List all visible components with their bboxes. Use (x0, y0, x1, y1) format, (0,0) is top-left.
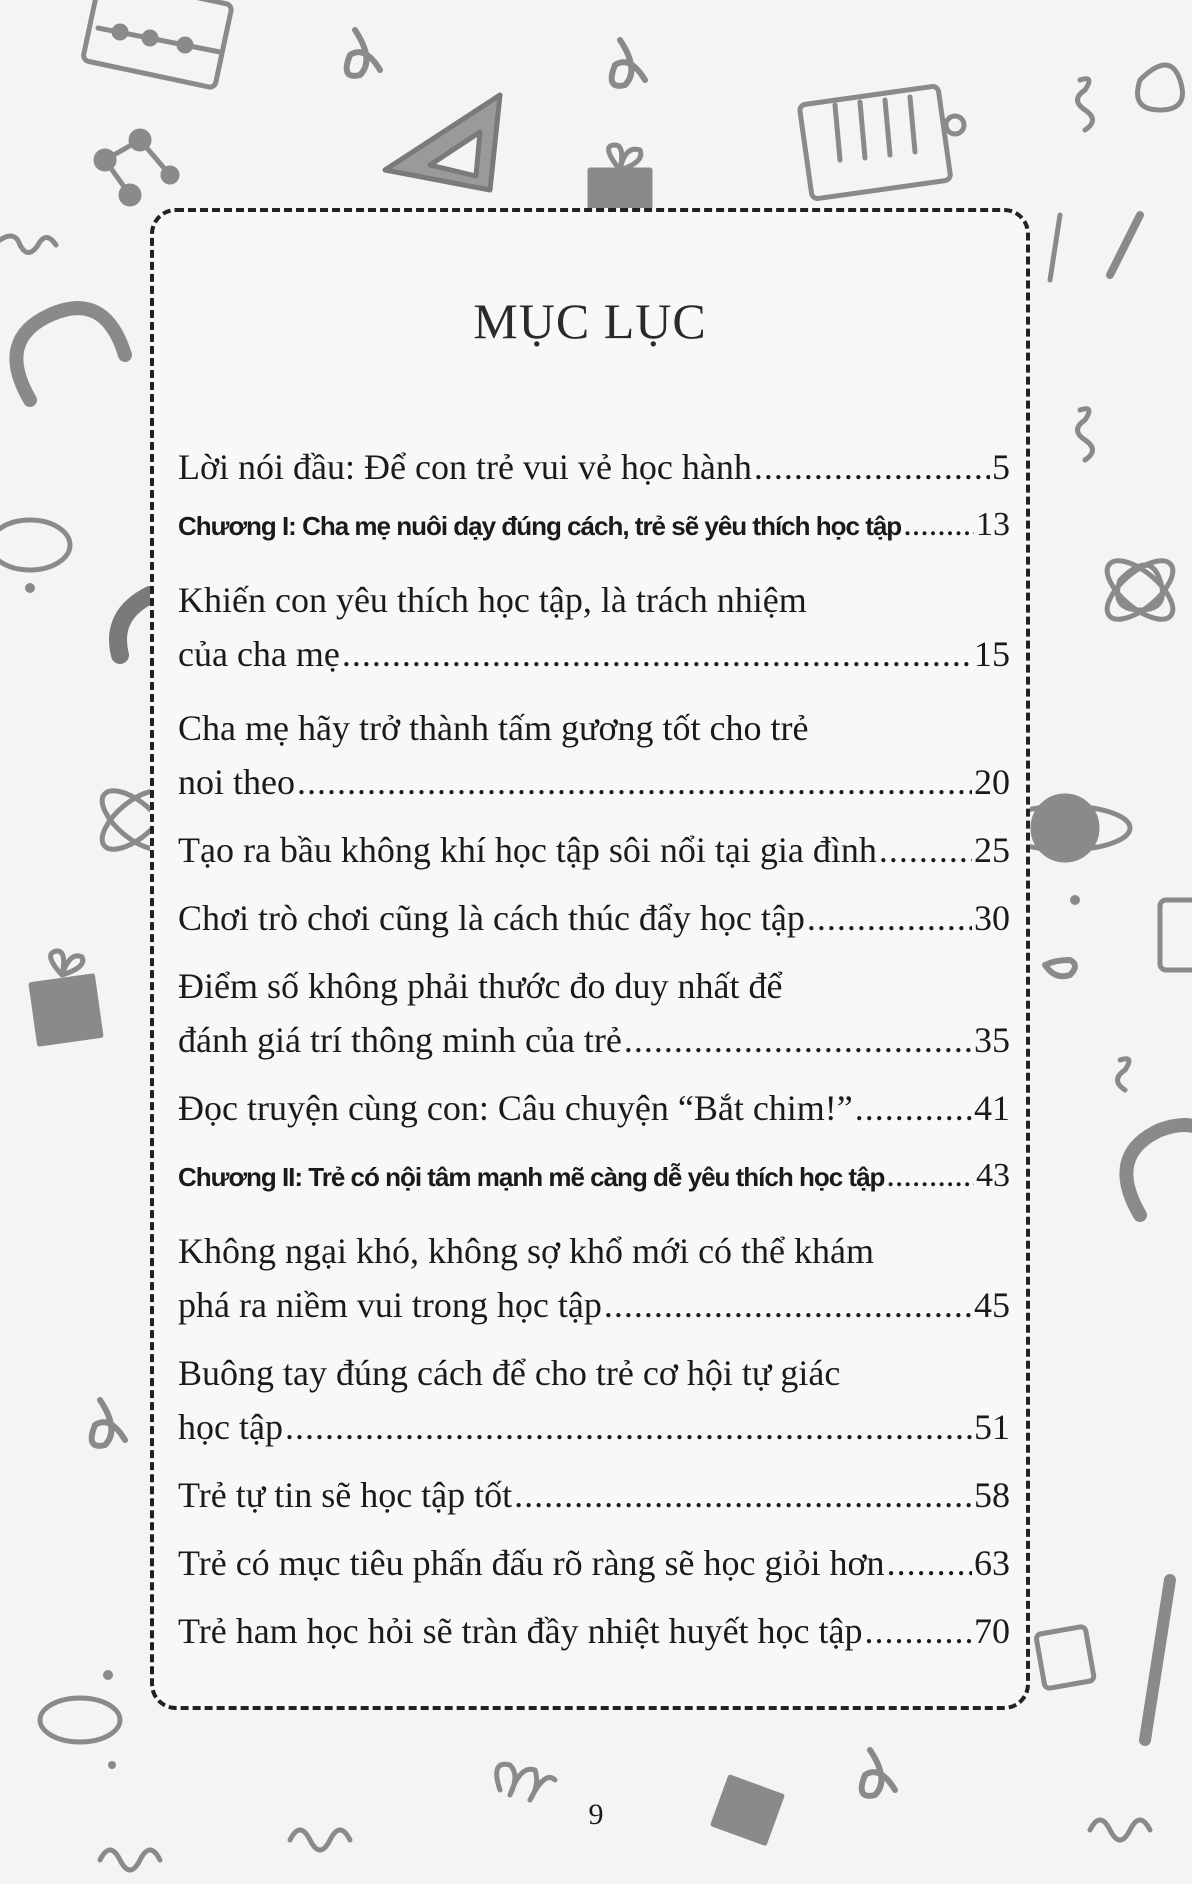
toc-section-entry[interactable] (178, 701, 1010, 809)
toc-entry-page: 45 (974, 1285, 1010, 1325)
toc-entry-title-line: của cha mẹ (178, 634, 340, 674)
molecule-icon (96, 131, 177, 204)
toc-entry-page: 70 (974, 1611, 1010, 1651)
toc-entry-page: 5 (992, 447, 1010, 487)
toc-entry-title-line: Buông tay đúng cách để cho trẻ cơ hội tự giác (178, 1353, 841, 1393)
toc-entry-page: 20 (974, 762, 1010, 802)
toc-entry-title-line: Tạo ra bầu không khí học tập sôi nổi tại gia đình (178, 830, 877, 870)
toc-entry-title-line: Chương I: Cha mẹ nuôi dạy đúng cách, trẻ sẽ yêu thích học tập (178, 511, 902, 541)
dot-leader (514, 1468, 972, 1522)
half-moon-icon (118, 595, 150, 655)
infinity-icon (1118, 65, 1183, 610)
toc-section-entry[interactable] (178, 1468, 1010, 1522)
toc-entry-title-line: noi theo (178, 762, 295, 802)
dot-leader (754, 440, 990, 494)
toc-section-entry[interactable] (178, 573, 1010, 681)
toc-entry-page: 25 (974, 830, 1010, 870)
toc-entry-title-line: Chương II: Trẻ có nội tâm mạnh mẽ càng dễ yêu thích học tập (178, 1162, 885, 1192)
toc-entry-title-line: Khiến con yêu thích học tập, là trách nhiệm (178, 580, 807, 620)
toc-entry-page: 51 (974, 1407, 1010, 1447)
dot-leader (855, 1081, 972, 1135)
dot-leader (624, 1013, 972, 1067)
toc-section-entry[interactable] (178, 440, 1010, 494)
dot-leader (903, 498, 974, 552)
toc-section-entry[interactable] (178, 1346, 1010, 1454)
toc-entry-page: 13 (976, 506, 1010, 543)
toc-entry-title-line: đánh giá trí thông minh của trẻ (178, 1020, 622, 1060)
toc-entry-page: 58 (974, 1475, 1010, 1515)
dot-leader (886, 1149, 974, 1203)
toc-chapter-entry[interactable] (178, 498, 1010, 553)
toc-section-entry[interactable] (178, 959, 1010, 1067)
toc-section-entry[interactable] (178, 823, 1010, 877)
dot-leader (285, 1400, 972, 1454)
dot-leader (807, 891, 972, 945)
toc-chapter-entry[interactable] (178, 1149, 1010, 1204)
dot-leader (604, 1278, 972, 1332)
toc-entry-page: 30 (974, 898, 1010, 938)
toc-entry-title-line: phá ra niềm vui trong học tập (178, 1285, 602, 1325)
dot-leader (879, 823, 972, 877)
toc-section-entry[interactable] (178, 1224, 1010, 1332)
calculator-icon (1036, 900, 1192, 1689)
toc-entry-title-line: Chơi trò chơi cũng là cách thúc đẩy học tập (178, 898, 805, 938)
toc-section-entry[interactable] (178, 1536, 1010, 1590)
dot-leader (865, 1604, 972, 1658)
abacus-icon (83, 0, 233, 88)
page-title: MỤC LỤC (473, 293, 707, 349)
table-of-contents (178, 426, 1010, 1658)
toc-entry-title-line: Không ngại khó, không sợ khổ mới có thể khám (178, 1231, 875, 1271)
toc-section-entry[interactable] (178, 891, 1010, 945)
toc-entry-title-line: Trẻ ham học hỏi sẽ tràn đầy nhiệt huyết học tập (178, 1611, 863, 1651)
toc-entry-page: 15 (974, 634, 1010, 674)
toc-entry-page: 35 (974, 1020, 1010, 1060)
toc-entry-title-line: Cha mẹ hãy trở thành tấm gương tốt cho trẻ (178, 708, 809, 748)
toc-entry-page: 63 (974, 1543, 1010, 1583)
toc-entry-title-line: Trẻ có mục tiêu phấn đấu rõ ràng sẽ học giỏi hơn (178, 1543, 885, 1583)
dot-leader (297, 755, 972, 809)
toc-entry-title-line: Điểm số không phải thước đo duy nhất để (178, 966, 783, 1006)
toc-section-entry[interactable] (178, 1081, 1010, 1135)
newtons-cradle-icon (799, 86, 964, 200)
toc-entry-title-line: Trẻ tự tin sẽ học tập tốt (178, 1475, 513, 1515)
toc-entry-title-line: Lời nói đầu: Để con trẻ vui vẻ học hành (178, 447, 752, 487)
toc-entry-title-line: học tập (178, 1407, 283, 1447)
toc-section-entry[interactable] (178, 1604, 1010, 1658)
toc-entry-page: 43 (976, 1157, 1010, 1194)
toc-entry-page: 41 (974, 1088, 1010, 1128)
dot-leader (342, 627, 972, 681)
toc-entry-title-line: Đọc truyện cùng con: Câu chuyện “Bắt chim!” (178, 1088, 853, 1128)
page-number: 9 (588, 1798, 604, 1831)
dot-leader (887, 1536, 972, 1590)
set-square-icon (385, 95, 500, 190)
